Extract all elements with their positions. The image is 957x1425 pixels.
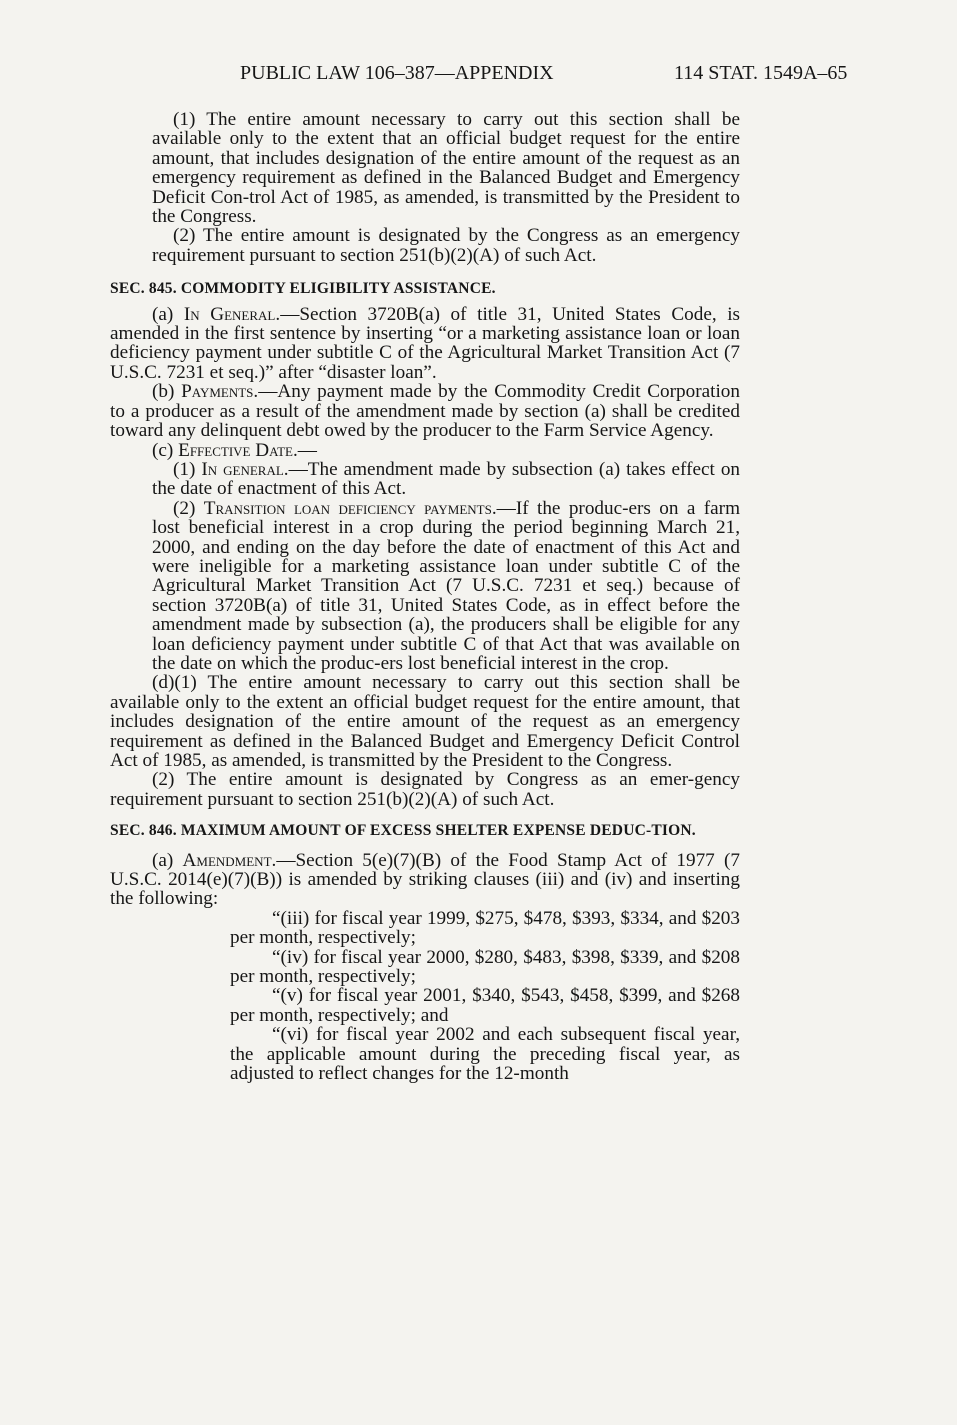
paragraph-c1-text: —The amendment made by subsection (a) takes effect on the date of enactment of this Act.: [152, 458, 741, 500]
subsection-a-label: (a): [152, 303, 184, 325]
subsection-c-heading: Effective Date.: [178, 439, 298, 461]
header-title: PUBLIC LAW 106–387—APPENDIX: [240, 62, 554, 84]
section-846-heading: SEC. 846. MAXIMUM AMOUNT OF EXCESS SHELTER EXPENSE DEDUC-TION.: [110, 822, 696, 840]
paragraph-2: (2) The entire amount is designated by the Congress as an emergency requirement pursuant to section 251(b)(2)(A) of such Act.: [152, 225, 740, 266]
body-text: [110, 110, 740, 1084]
paragraph-c2-text: —If the produc-ers on a farm lost beneficial interest in a crop during the period beginning March 21, 2000, and ending on the day before the date of enactment of this Act and were ineligible for a marketing assistance loan under subtitle C of the Agricultural Market Transition Act (7 U.S.C. 7231 et seq.) because of section 3720B(a) of title 31, United States Code, as in effect before the amendment made by subsection (a), the producers shall be eligible for any loan deficiency payment under subtitle C of that Act that was available on the date on which the produc-ers lost beneficial interest in the crop.: [152, 497, 740, 674]
quoted-clause-iii: “(iii) for fiscal year 1999, $275, $478, $393, $334, and $203 per month, respectively;: [230, 907, 740, 949]
subsection-c-label: (c): [152, 439, 179, 461]
running-header: [0, 62, 957, 88]
subsection-c: [110, 441, 740, 460]
subsection-b-label: (b): [152, 381, 182, 403]
amendment-label: (a): [152, 849, 183, 871]
subsection-b-text: —Any payment made by the Commodity Credit Corporation to a producer as a result of the amendment made by section (a) shall be credited toward any delinquent debt owed by the producer to the Farm Service Agency.: [110, 381, 740, 442]
subsection-a-heading: In General.: [183, 303, 281, 325]
paragraph-1: (1) The entire amount necessary to carry out this section shall be available only to the extent that an official budget request for the entire amount, that includes designation of the entire amount of the request as an emergency requirement as defined in the Balanced Budget and Emergency Deficit Con-trol Act of 1985, as amended, is transmitted by the President to the Congress.: [152, 109, 740, 228]
amendment-text: —Section 5(e)(7)(B) of the Food Stamp Act of 1977 (7 U.S.C. 2014(e)(7)(B)) is amended by striking clauses (iii) and (iv) and inserting the following:: [110, 849, 740, 910]
subsection-b: [110, 382, 740, 440]
section-845-heading: SEC. 845. COMMODITY ELIGIBILITY ASSISTANCE.: [110, 280, 496, 298]
paragraph-c1-heading: In general.: [201, 458, 289, 480]
quoted-clause-iv: “(iv) for fiscal year 2000, $280, $483, $398, $339, and $208 per month, respectively;: [230, 946, 740, 988]
subsection-amendment: [110, 851, 740, 909]
quoted-clause-vi: “(vi) for fiscal year 2002 and each subsequent fiscal year, the applicable amount during the preceding fiscal year, as adjusted to reflect changes for the 12-month: [230, 1024, 740, 1085]
paragraph-c2: [110, 499, 740, 674]
paragraph-c1-label: (1): [173, 458, 202, 480]
amendment-heading: Amendment.: [182, 849, 277, 871]
subsection-b-heading: Payments.: [181, 381, 259, 403]
subsection-a: [110, 305, 740, 383]
quoted-clause-v: “(v) for fiscal year 2001, $340, $543, $458, $399, and $268 per month, respectively; and: [230, 985, 740, 1026]
paragraph-c1: [110, 460, 740, 499]
subsection-c-text: —: [297, 439, 317, 461]
subsection-d2: (2) The entire amount is designated by Congress as an emer-gency requirement pursuant to section 251(b)(2)(A) of such Act.: [110, 769, 740, 810]
paragraph-c2-heading: Transition loan deficiency payments.: [203, 497, 497, 519]
paragraph-c2-label: (2): [173, 497, 204, 519]
header-page-ref: 114 STAT. 1549A–65: [674, 62, 848, 84]
subsection-d1: (d)(1) The entire amount necessary to carry out this section shall be available only to the extent an official budget request for the entire amount, that includes designation of the entire amount of the request as an emergency requirement as defined in the Balanced Budget and Emergency Deficit Control Act of 1985, as amended, is transmitted by the President to the Congress.: [110, 672, 740, 771]
subsection-a-text: —Section 3720B(a) of title 31, United States Code, is amended in the first sentence by inserting “or a marketing assistance loan or loan deficiency payment under subtitle C of the Agricultural Market Transition Act (7 U.S.C. 7231 et seq.)” after “disaster loan”.: [110, 303, 741, 383]
